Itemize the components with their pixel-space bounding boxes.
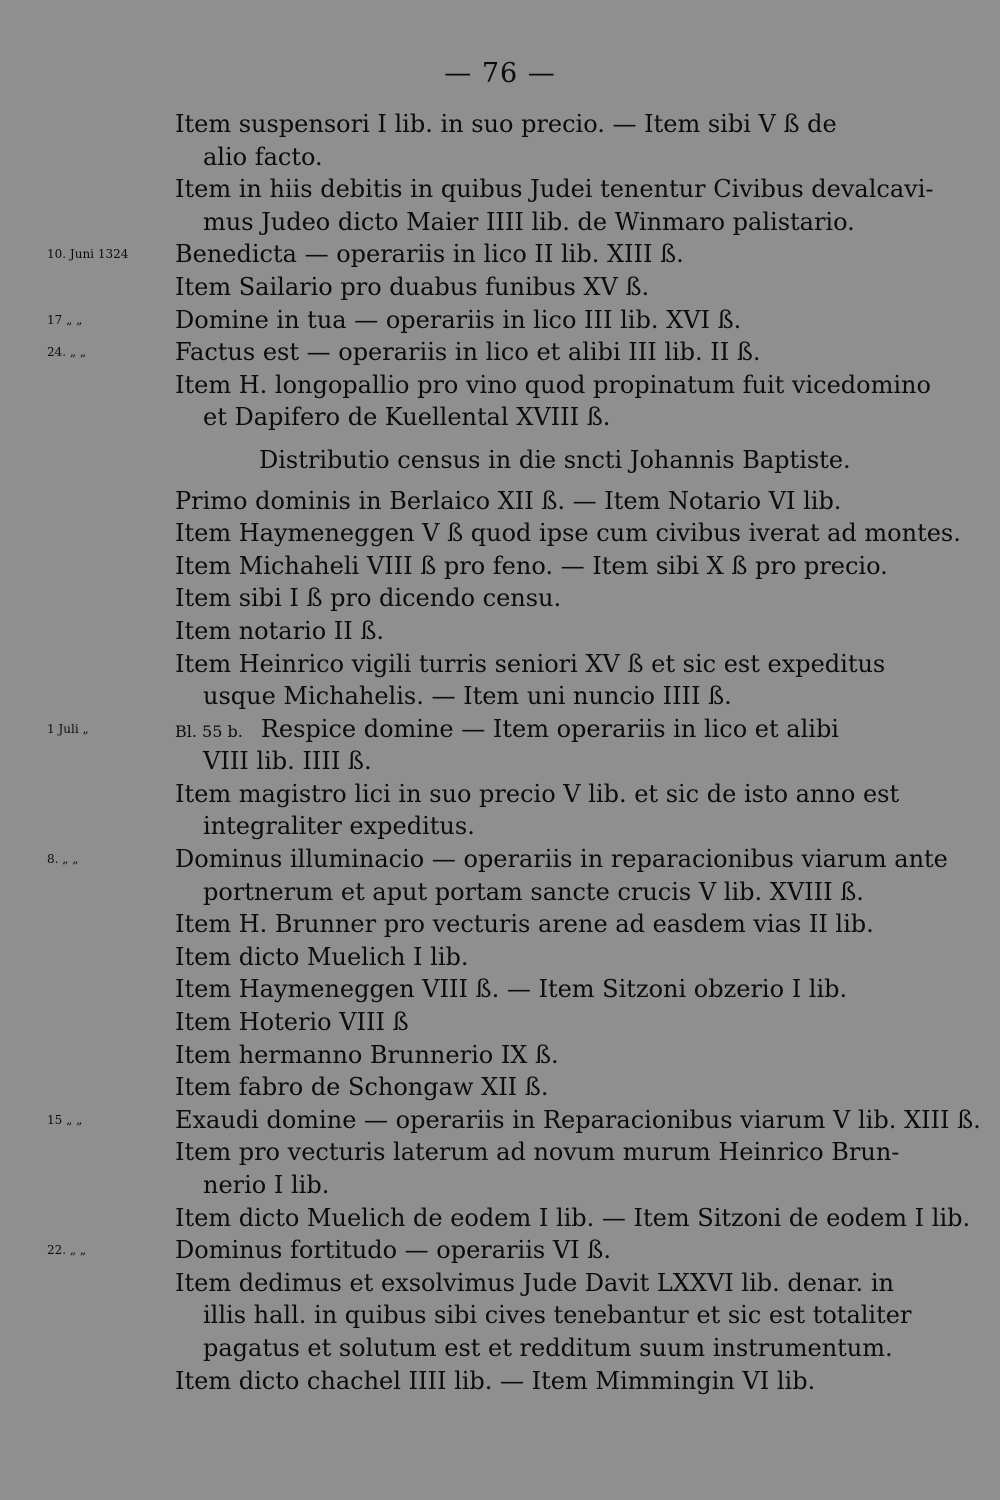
entry-line <box>175 108 936 141</box>
line-text: Benedicta — operariis in lico II lib. XIII ß. <box>175 240 684 269</box>
entry-line <box>175 582 936 615</box>
line-text: Dominus illuminacio — operariis in reparacionibus viarum ante <box>175 845 948 874</box>
margin-date: 17 „ „ <box>47 312 83 327</box>
line-text: integraliter expeditus. <box>203 812 475 841</box>
entry-line <box>175 615 936 648</box>
ledger-entry <box>175 1136 936 1201</box>
ledger-entry <box>175 369 936 434</box>
section-heading-entry <box>175 444 936 477</box>
ledger-entry <box>175 108 936 173</box>
line-text: Item magistro lici in suo precio V lib. et sic de isto anno est <box>175 779 900 808</box>
entry-line <box>175 173 936 206</box>
line-text: nerio I lib. <box>203 1171 330 1199</box>
entry-line <box>175 485 936 518</box>
line-text: Item Haymeneggen V ß quod ipse cum civibus iverat ad montes. <box>175 519 961 548</box>
ledger-entry <box>47 238 936 271</box>
ledger-entry <box>175 908 936 941</box>
ledger-entries <box>0 108 1000 1397</box>
line-text: Item Haymeneggen VIII ß. — Item Sitzoni obzerio I lib. <box>175 975 848 1004</box>
entry-continuation-line <box>175 206 936 239</box>
ledger-entry <box>47 304 936 337</box>
line-text: Exaudi domine — operariis in Reparacionibus viarum V lib. XIII ß. <box>175 1105 981 1134</box>
line-text: portnerum et aput portam sancte crucis V lib. XVIII ß. <box>203 877 864 906</box>
line-text: illis hall. in quibus sibi cives tenebantur et sic est totaliter <box>203 1301 912 1330</box>
line-text: Item in hiis debitis in quibus Judei tenentur Civibus devalcavi- <box>175 175 934 204</box>
entry-line <box>47 336 936 369</box>
ledger-entry <box>175 1071 936 1104</box>
entry-line <box>175 369 936 402</box>
line-text: Respice domine — Item operariis in lico et alibi <box>260 714 839 743</box>
entry-line <box>175 778 936 811</box>
ledger-entry <box>175 1202 971 1235</box>
folio-reference: Bl. 55 b. <box>175 721 243 741</box>
entry-continuation-line <box>175 680 936 713</box>
entry-continuation-line <box>175 810 936 843</box>
ledger-entry <box>175 778 936 843</box>
ledger-entry <box>175 1267 936 1365</box>
entry-continuation-line <box>175 1332 936 1365</box>
line-text: Domine in tua — operariis in lico III lib. XVI ß. <box>175 305 742 334</box>
line-text: pagatus et solutum est et redditum suum instrumentum. <box>203 1333 893 1362</box>
line-text: Item H. Brunner pro vecturis arene ad easdem vias II lib. <box>175 910 874 939</box>
line-text: Item Sailario pro duabus funibus XV ß. <box>175 272 650 301</box>
line-text: Factus est — operariis in lico et alibi III lib. II ß. <box>175 338 761 367</box>
entry-line <box>47 843 948 876</box>
ledger-entry <box>175 973 936 1006</box>
entry-continuation-line <box>175 141 936 174</box>
entry-line <box>175 1202 971 1235</box>
ledger-entry <box>47 843 948 908</box>
line-text: Item pro vecturis laterum ad novum murum Heinrico Brun- <box>175 1138 900 1167</box>
ledger-entry <box>47 1104 981 1137</box>
ledger-entry <box>47 336 936 369</box>
margin-date: 24. „ „ <box>47 345 87 360</box>
line-text: Item notario II ß. <box>175 616 385 645</box>
line-text: Item fabro de Schongaw XII ß. <box>175 1073 549 1102</box>
entry-continuation-line <box>175 1299 936 1332</box>
ledger-entry <box>175 173 936 238</box>
entry-line <box>47 1234 936 1267</box>
ledger-entry <box>175 271 936 304</box>
line-text: Item dicto Muelich de eodem I lib. — Item Sitzoni de eodem I lib. <box>175 1203 971 1232</box>
line-text: Item hermanno Brunnerio IX ß. <box>175 1040 559 1069</box>
line-text: VIII lib. IIII ß. <box>203 747 372 776</box>
ledger-entry <box>175 550 936 583</box>
ledger-entry <box>175 517 961 550</box>
entry-line <box>47 1104 981 1137</box>
line-text: Primo dominis in Berlaico XII ß. — Item Notario VI lib. <box>175 486 842 515</box>
entry-continuation-line <box>175 1169 936 1202</box>
ledger-entry <box>175 941 936 974</box>
entry-line <box>47 713 936 746</box>
entry-line <box>175 550 936 583</box>
entry-line <box>175 1267 936 1300</box>
entry-line <box>175 271 936 304</box>
line-text: mus Judeo dicto Maier IIII lib. de Winmaro palistario. <box>203 207 855 236</box>
entry-line <box>175 1136 936 1169</box>
margin-date: 1 Juli „ <box>47 721 89 736</box>
line-text: usque Michahelis. — Item uni nuncio IIII ß. <box>203 682 732 711</box>
entry-line <box>175 908 936 941</box>
ledger-entry <box>175 615 936 648</box>
entry-line <box>175 973 936 1006</box>
line-text: Distributio census in die sncti Johannis Baptiste. <box>259 445 851 474</box>
ledger-entry <box>175 485 936 518</box>
entry-line <box>175 517 961 550</box>
entry-continuation-line <box>175 401 936 434</box>
entry-line <box>175 941 936 974</box>
ledger-entry <box>175 1039 936 1072</box>
entry-line <box>175 1039 936 1072</box>
line-text: Item dicto chachel IIII lib. — Item Mimmingin VI lib. <box>175 1366 816 1395</box>
page-number: — 76 — <box>444 58 556 89</box>
line-text: alio facto. <box>203 142 323 171</box>
line-text: Item dedimus et exsolvimus Jude Davit LXXVI lib. denar. in <box>175 1268 894 1297</box>
entry-continuation-line <box>175 745 936 778</box>
margin-date: 15 „ „ <box>47 1112 83 1127</box>
line-text: Item dicto Muelich I lib. <box>175 942 469 971</box>
entry-line <box>47 304 936 337</box>
margin-date: 22. „ „ <box>47 1243 87 1258</box>
ledger-entry <box>175 648 936 713</box>
entry-continuation-line <box>175 876 936 909</box>
line-text: et Dapifero de Kuellental XVIII ß. <box>203 403 611 432</box>
ledger-entry <box>175 1006 936 1039</box>
entry-line <box>175 1006 936 1039</box>
ledger-entry <box>175 1365 936 1398</box>
line-text: Item Heinrico vigili turris seniori XV ß et sic est expeditus <box>175 649 886 678</box>
entry-line <box>175 1071 936 1104</box>
entry-line <box>47 238 936 271</box>
line-text: Item Hoterio VIII ß <box>175 1008 409 1037</box>
line-text: Item sibi I ß pro dicendo censu. <box>175 584 562 613</box>
ledger-entry <box>47 1234 936 1267</box>
line-text: Item H. longopallio pro vino quod propinatum fuit vicedomino <box>175 370 931 399</box>
margin-date: 8. „ „ <box>47 852 79 867</box>
section-heading <box>175 444 936 477</box>
ledger-entry <box>175 582 936 615</box>
margin-date: 10. Juni 1324 <box>47 247 129 262</box>
line-text: Item Michaheli VIII ß pro feno. — Item sibi X ß pro precio. <box>175 551 888 580</box>
entry-line <box>175 648 936 681</box>
line-text: Item suspensori I lib. in suo precio. — Item sibi V ß de <box>175 110 837 138</box>
line-text: Dominus fortitudo — operariis VI ß. <box>175 1236 611 1265</box>
entry-line <box>175 1365 936 1398</box>
ledger-entry <box>47 713 936 778</box>
